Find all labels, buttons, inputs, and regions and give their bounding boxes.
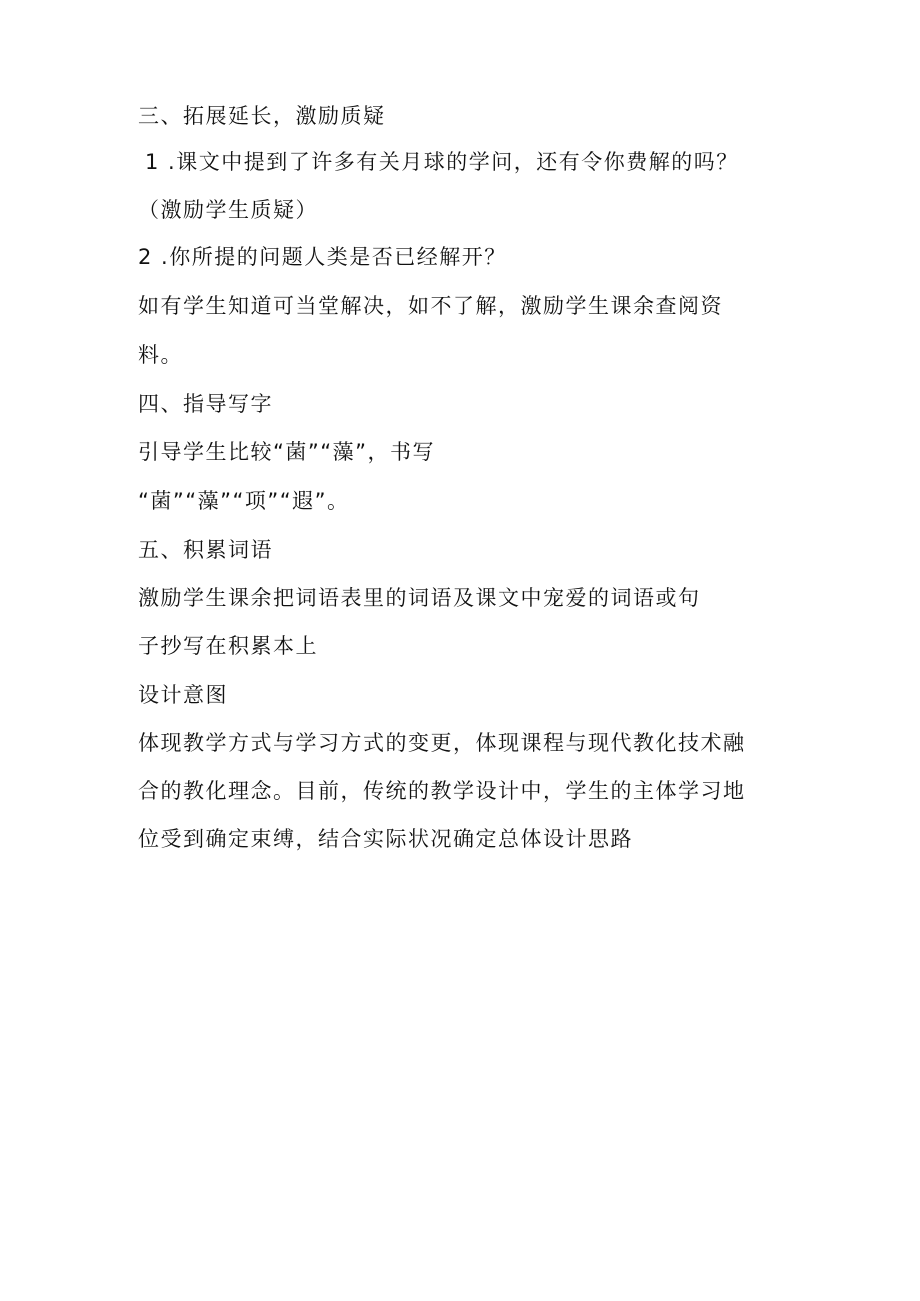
question-item-2: 2 .你所提的问题人类是否已经解开？: [138, 245, 507, 269]
question-note: （激励学生质疑）: [138, 198, 318, 222]
paragraph-line: 激励学生课余把词语表里的词语及课文中宠爱的词语或句: [138, 586, 701, 610]
paragraph-line: “菌”“藻”“项”“遐”。: [138, 489, 350, 513]
paragraph-line: 料。: [138, 343, 183, 367]
section-heading-vocabulary: 五、积累词语: [138, 538, 273, 562]
paragraph-line: 位受到确定束缚，结合实际状况确定总体设计思路: [138, 827, 633, 851]
paragraph-line: 如有学生知道可当堂解决，如不了解，激励学生课余查阅资: [138, 294, 723, 318]
question-item-1: 1 .课文中提到了许多有关月球的学问，还有令你费解的吗？: [145, 150, 739, 174]
paragraph-line: 体现教学方式与学习方式的变更，体现课程与现代教化技术融: [138, 731, 746, 755]
paragraph-line: 子抄写在积累本上: [138, 634, 318, 658]
section-heading-design: 设计意图: [138, 683, 228, 707]
section-heading-writing: 四、指导写字: [138, 392, 273, 416]
section-heading-extend: 三、拓展延长，激励质疑: [138, 104, 386, 128]
paragraph-line: 合的教化理念。目前，传统的教学设计中，学生的主体学习地: [138, 779, 746, 803]
paragraph-line: 引导学生比较“菌”“藻”，书写: [138, 440, 436, 464]
